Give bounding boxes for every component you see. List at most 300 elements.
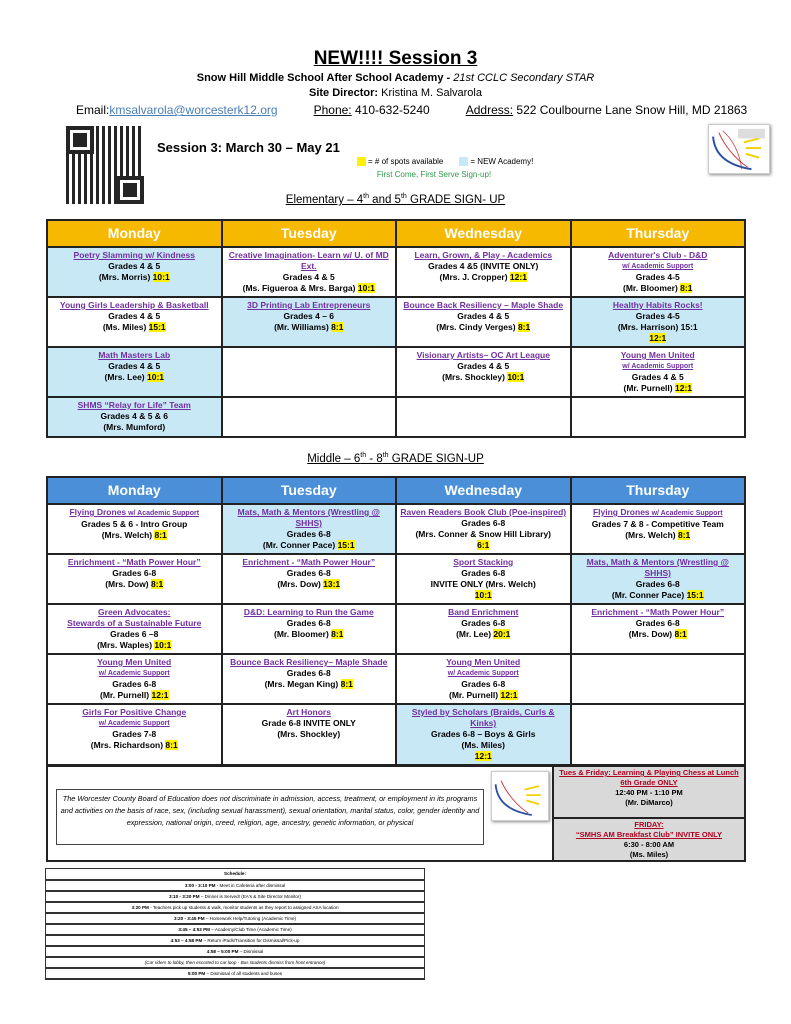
spots-badge: 6:1 (477, 540, 490, 550)
activity-name[interactable]: Adventurer's Club - D&D (608, 250, 708, 260)
activity-detail (574, 530, 743, 541)
activity-detail (225, 322, 394, 333)
detail-text: (Mr. Purnell) (100, 690, 152, 700)
detail-text: (Mrs. Cindy Verges) (436, 322, 518, 332)
schedule-item (46, 957, 425, 968)
detail-text: Grade 6-8 INVITE ONLY (261, 718, 356, 728)
program-logo (708, 124, 770, 174)
activity-name[interactable]: Flying Drones (592, 507, 650, 517)
activity-name[interactable]: D&D: Learning to Run the Game (243, 607, 374, 617)
activity-name[interactable]: Art Honors (286, 707, 331, 717)
middle-schedule-table (46, 476, 746, 766)
detail-text: Grades 4 & 5 (282, 272, 335, 282)
schedule-time: 3:20 PM (131, 904, 149, 910)
activity-detail (574, 590, 743, 601)
contact-line (76, 103, 747, 117)
spots-badge: 15:1 (148, 322, 166, 332)
activity-title[interactable] (399, 350, 568, 361)
activity-name[interactable]: Math Masters Lab (98, 350, 171, 360)
activity-cell (47, 704, 222, 765)
activity-cell (47, 654, 222, 704)
activity-cell (571, 604, 746, 654)
activity-support: w/ Academic Support (447, 670, 519, 677)
activity-title[interactable] (50, 507, 219, 519)
detail-text: (Mr. Conner Pace) (262, 540, 338, 550)
spots-badge: 12:1 (151, 690, 169, 700)
activity-detail (225, 283, 394, 294)
activity-title[interactable] (50, 607, 219, 618)
day-header-row (47, 477, 745, 504)
detail-text: (Mrs. Lee) (104, 372, 147, 382)
detail-text: Grades 4 & 5 (108, 361, 161, 371)
spots-badge: 8:1 (151, 579, 164, 589)
activity-name[interactable]: Bounce Back Resiliency – Maple Shade (403, 300, 564, 310)
page-title: NEW!!!! Session 3 (313, 48, 478, 69)
schedule-time: 5:00 PM (187, 970, 206, 976)
address-label: Address: (465, 103, 514, 117)
activity-detail (399, 568, 568, 579)
activity-support: w/ Academic Support (649, 510, 723, 517)
breakfast-sub[interactable]: “SMHS AM Breakfast Club” INVITE ONLY (575, 830, 723, 839)
activity-detail (50, 322, 219, 333)
detail-text: (Mrs. Waples) (97, 640, 155, 650)
activity-detail (574, 629, 743, 640)
activity-cell (47, 347, 222, 397)
activity-name[interactable]: Young Girls Leadership & Basketball (59, 300, 209, 310)
schedule-time: 4:53 – 4:58 PM (170, 937, 203, 943)
schedule-row (46, 880, 425, 891)
phone-label: Phone: (313, 103, 352, 117)
activity-detail (50, 372, 219, 383)
spots-badge: 20:1 (493, 629, 511, 639)
activity-detail (574, 322, 743, 333)
activity-name[interactable]: Young Men United (97, 657, 172, 667)
detail-text: (Mrs. Shockley) (277, 729, 341, 739)
spots-badge: 8:1 (677, 530, 691, 540)
activity-name[interactable]: Enrichment - “Math Power Hour” (591, 607, 725, 617)
detail-text: Grades 6-8 (461, 518, 506, 528)
activity-title[interactable] (574, 250, 743, 261)
elementary-heading: Elementary – 4th and 5th GRADE SIGN- UP (285, 193, 506, 206)
spots-line (399, 540, 568, 551)
schedule-time: Schedule: (224, 871, 246, 877)
activity-cell (396, 297, 571, 347)
breakfast-title: FRIDAY: (634, 820, 664, 829)
schedule-time: 3:20 - 3:45 PM (173, 915, 205, 921)
detail-text: (Mrs. Dow) (277, 579, 324, 589)
program-name: 21st CCLC Secondary STAR (453, 72, 595, 84)
empty-cell (222, 347, 397, 397)
activity-cell (396, 504, 571, 554)
schedule-row (46, 957, 425, 968)
activity-title[interactable] (225, 707, 394, 718)
activity-name[interactable]: Green Advocates: (98, 607, 171, 617)
activity-detail (399, 729, 568, 740)
table-row (47, 654, 745, 704)
table-row (47, 604, 745, 654)
activity-detail (50, 411, 219, 422)
activity-detail (225, 618, 394, 629)
activity-cell (222, 247, 397, 297)
activity-support: w/ Academic Support (126, 510, 200, 517)
activity-name[interactable]: SHMS “Relay for Life” Team (77, 400, 191, 410)
activity-detail (225, 718, 394, 729)
activity-name[interactable]: Young Men United (620, 350, 695, 360)
day-header: Monday (47, 220, 222, 247)
detail-text: (Mr. Purnell) (623, 383, 675, 393)
activity-name[interactable]: Visionary Artists– OC Art League (416, 350, 550, 360)
empty-cell (571, 654, 746, 704)
schedule-item (46, 924, 425, 935)
spots-badge: 8:1 (331, 629, 344, 639)
schedule-row (46, 924, 425, 935)
activity-detail (574, 519, 743, 530)
activity-cell (47, 604, 222, 654)
elementary-schedule-table (46, 219, 746, 438)
activity-detail (225, 540, 394, 551)
activity-title[interactable] (50, 707, 219, 718)
detail-text: Grades 4 & 5 (108, 311, 161, 321)
activity-detail (399, 579, 568, 590)
activity-support: w/ Academic Support (622, 363, 694, 370)
activity-name[interactable]: Raven Readers Book Club (Poe-inspired) (400, 507, 567, 517)
schedule-time: 3:00 - 3:10 PM (184, 882, 216, 888)
spots-badge: 10:1 (474, 590, 492, 600)
activity-title[interactable] (399, 557, 568, 568)
activity-name-line2[interactable]: Stewards of a Sustainable Future (67, 618, 202, 628)
day-header: Wednesday (396, 220, 571, 247)
schedule-item (46, 968, 425, 979)
activity-title[interactable] (574, 607, 743, 618)
schedule-desc: – Dismissal of all students and buses (205, 970, 283, 976)
activity-detail (50, 519, 219, 530)
activity-cell (47, 504, 222, 554)
chess-club-box (552, 767, 744, 819)
activity-name[interactable]: Girls For Positive Change (82, 707, 187, 717)
activity-title[interactable] (225, 657, 394, 668)
activity-detail (574, 618, 743, 629)
activity-detail (50, 272, 219, 283)
activity-name[interactable]: Enrichment - “Math Power Hour” (242, 557, 376, 567)
program-logo-small (491, 771, 549, 821)
activity-title[interactable] (574, 350, 743, 361)
activity-title[interactable] (399, 707, 568, 729)
spots-badge: 8:1 (680, 283, 693, 293)
activity-name[interactable]: Mats, Math & Mentors (Wrestling @ SHHS) (586, 557, 729, 578)
detail-text: Grades 6-8 (461, 679, 506, 689)
activity-title[interactable] (574, 557, 743, 579)
activity-cell (396, 704, 571, 765)
director-line (0, 87, 791, 99)
detail-text: Grades 6-8 (286, 668, 331, 678)
school-line (0, 72, 791, 84)
activity-title[interactable] (50, 250, 219, 261)
schedule-time: 4:58 – 5:00 PM (206, 948, 239, 954)
activity-support: w/ Academic Support (98, 720, 170, 727)
spots-badge: 8:1 (517, 322, 531, 332)
activity-name[interactable]: Healthy Habits Rocks! (612, 300, 703, 310)
activity-detail (574, 272, 743, 283)
activity-cell (571, 297, 746, 347)
activity-title[interactable] (50, 657, 219, 668)
detail-text: (Mr. Purnell) (449, 690, 501, 700)
activity-title[interactable] (399, 607, 568, 618)
director-name: Kristina M. Salvarola (378, 87, 482, 99)
activity-detail (399, 679, 568, 690)
activity-cell (222, 554, 397, 604)
schedule-desc: - Meet in Cafeteria after dismissal (215, 882, 286, 888)
breakfast-teacher: (Ms. Miles) (629, 850, 669, 859)
spots-badge: 10:1 (147, 372, 165, 382)
activity-detail (225, 529, 394, 540)
activity-detail (50, 361, 219, 372)
schedule-desc: – Academy/Club Time (Academic Time) (209, 926, 292, 932)
activity-detail (399, 272, 568, 283)
spots-badge: 8:1 (674, 629, 687, 639)
activity-name[interactable]: Poetry Slamming w/ Kindness (73, 250, 195, 260)
schedule-desc: – Return iPads/Transition for Dismissal/Pick-up (202, 937, 300, 943)
activity-detail (399, 261, 568, 272)
spots-line (574, 333, 743, 344)
detail-text: INVITE ONLY (Mrs. Welch) (430, 579, 536, 589)
day-header: Monday (47, 477, 222, 504)
detail-text: (Mrs. Megan King) (264, 679, 341, 689)
empty-cell (222, 397, 397, 437)
day-header: Thursday (571, 477, 746, 504)
activity-name[interactable]: Learn, Grown, & Play - Academics (414, 250, 553, 260)
table-row (47, 347, 745, 397)
detail-text: (Ms. Miles) (461, 740, 505, 750)
detail-text: Grades 4 &5 (INVITE ONLY) (428, 261, 539, 271)
detail-text: Grades 6 –8 (110, 629, 159, 639)
spots-badge: 8:1 (154, 530, 167, 540)
activity-detail (399, 740, 568, 751)
detail-text: (Mrs. Conner & Snow Hill Library) (415, 529, 552, 539)
activity-cell (571, 554, 746, 604)
activity-title[interactable] (50, 300, 219, 311)
activity-detail (399, 629, 568, 640)
address-value: 522 Coulbourne Lane Snow Hill, MD 21863 (513, 103, 748, 117)
detail-text: Grades 5 & 6 - Intro Group (81, 519, 188, 529)
activity-detail (50, 311, 219, 322)
spots-line (399, 590, 568, 601)
detail-text: Grades 6-8 (461, 618, 506, 628)
activity-title[interactable] (399, 300, 568, 311)
spots-badge: 8:1 (165, 740, 178, 750)
spots-badge: 8:1 (340, 679, 353, 689)
activity-detail (399, 618, 568, 629)
activity-detail (50, 679, 219, 690)
detail-text: Grades 4 & 5 & 6 (100, 411, 169, 421)
schedule-item (46, 946, 425, 957)
activity-title[interactable] (50, 350, 219, 361)
table-row (47, 704, 745, 765)
activity-detail (50, 422, 219, 433)
detail-text: Grades 6-8 (112, 679, 157, 689)
schedule-desc: – Homework Help/Tutoring (Academic Time) (204, 915, 297, 921)
activity-detail (50, 261, 219, 272)
yellow-swatch (357, 157, 366, 166)
breakfast-club-box (552, 819, 744, 860)
schedule-time: 3:45 – 4:53 PM (178, 926, 210, 932)
legend (357, 157, 533, 166)
detail-text: (Mr. Conner Pace) (611, 590, 687, 600)
detail-text: (Mrs. Harrison) 15:1 (617, 322, 698, 332)
detail-text: (Mrs. J. Cropper) (439, 272, 510, 282)
schedule-item (46, 869, 425, 880)
activity-cell (222, 604, 397, 654)
table-row (47, 554, 745, 604)
day-header: Wednesday (396, 477, 571, 504)
schedule-row (46, 913, 425, 924)
detail-text: Grades 4-5 (635, 272, 680, 282)
table-row (47, 297, 745, 347)
schedule-row (46, 891, 425, 902)
detail-text: Grades 6-8 (635, 618, 680, 628)
detail-text: Grades 6-8 (286, 529, 331, 539)
empty-cell (571, 397, 746, 437)
activity-detail (574, 372, 743, 383)
activity-name[interactable]: Styled by Scholars (Braids, Curls & Kinks) (411, 707, 555, 728)
detail-text: (Mr. Williams) (274, 322, 332, 332)
activity-cell (47, 297, 222, 347)
schedule-desc: (Car riders to lobby, then escorted to car loop - Bus students dismiss from front entrance) (144, 959, 326, 965)
activity-title[interactable] (225, 607, 394, 618)
activity-detail (225, 679, 394, 690)
table-row (47, 247, 745, 297)
activity-cell (222, 704, 397, 765)
blue-swatch (459, 157, 468, 166)
day-header: Tuesday (222, 220, 397, 247)
chess-time: 12:40 PM - 1:10 PM (615, 788, 683, 797)
phone-value: 410-632-5240 (351, 103, 430, 117)
detail-text: (Mrs. Welch) (101, 530, 155, 540)
activity-title[interactable] (225, 557, 394, 568)
spots-badge: 15:1 (686, 590, 704, 600)
detail-text: Grades 7 & 8 - Competitive Team (591, 519, 724, 529)
spots-line (399, 751, 568, 762)
detail-text: (Mrs. Mumford) (103, 422, 166, 432)
schedule-desc: – Dinner is Served! (EA's & Site Director Monitor) (199, 893, 302, 899)
activity-cell (222, 504, 397, 554)
activity-detail (399, 690, 568, 701)
spots-badge: 10:1 (357, 283, 375, 293)
schedule-desc: – Dismissal (238, 948, 264, 954)
schedule-row (46, 935, 425, 946)
detail-text: Grades 4 & 5 (457, 361, 510, 371)
spots-badge: 12:1 (474, 751, 492, 761)
detail-text: Grades 4 – 6 (283, 311, 335, 321)
activity-detail (50, 740, 219, 751)
detail-text: Grades 7-8 (112, 729, 157, 739)
activity-detail (399, 529, 568, 540)
activity-detail (574, 311, 743, 322)
detail-text: Grades 6-8 (286, 568, 331, 578)
activity-cell (47, 397, 222, 437)
activity-detail (399, 361, 568, 372)
activity-detail (399, 372, 568, 383)
activity-detail (225, 579, 394, 590)
footer-box (46, 765, 746, 862)
day-header: Tuesday (222, 477, 397, 504)
activity-cell (396, 247, 571, 297)
legend-yellow: = # of spots available (368, 157, 444, 166)
activity-title[interactable] (399, 250, 568, 261)
middle-heading: Middle – 6th - 8th GRADE SIGN-UP (307, 452, 484, 465)
schedule-item (46, 880, 425, 891)
detail-text: Grades 6-8 (635, 579, 680, 589)
spots-badge: 12:1 (509, 272, 527, 282)
activity-title[interactable] (399, 507, 568, 518)
activity-title[interactable] (225, 300, 394, 311)
activity-name[interactable]: Young Men United (446, 657, 521, 667)
activity-name[interactable]: Enrichment - “Math Power Hour” (67, 557, 201, 567)
activity-title[interactable] (399, 657, 568, 668)
daily-schedule-table (45, 868, 425, 980)
activity-detail (225, 568, 394, 579)
activity-title[interactable] (574, 507, 743, 519)
activity-title[interactable] (225, 507, 394, 529)
activity-cell (571, 504, 746, 554)
activity-support: w/ Academic Support (622, 263, 694, 270)
activity-name[interactable]: Sport Stacking (453, 557, 514, 567)
spots-badge: 10:1 (154, 640, 172, 650)
activity-detail (225, 311, 394, 322)
activity-title[interactable] (50, 557, 219, 568)
schedule-item (46, 935, 425, 946)
activity-name[interactable]: Creative Imagination- Learn w/ U. of MD Ext. (228, 250, 389, 271)
detail-text: (Mrs. Welch) (625, 530, 678, 540)
activity-name[interactable]: Flying Drones (69, 507, 127, 517)
activity-name[interactable]: Band Enrichment (448, 607, 519, 617)
spots-badge: 10:1 (152, 272, 170, 282)
activity-detail (399, 518, 568, 529)
activity-title[interactable] (225, 250, 394, 272)
activity-detail (574, 383, 743, 394)
schedule-row (46, 968, 425, 979)
activity-title[interactable] (50, 400, 219, 411)
spots-badge: 12:1 (500, 690, 518, 700)
activity-name[interactable]: Bounce Back Resiliency– Maple Shade (230, 657, 388, 667)
detail-text: Grades 4 & 5 (631, 372, 684, 382)
detail-text: (Ms. Figueroa & Mrs. Barga) (242, 283, 358, 293)
schedule-item (46, 891, 425, 902)
activity-name[interactable]: 3D Printing Lab Entrepreneurs (247, 300, 371, 310)
activity-cell (396, 347, 571, 397)
activity-support: w/ Academic Support (98, 670, 170, 677)
activity-cell (47, 554, 222, 604)
activity-detail (50, 729, 219, 740)
detail-text: Grades 6-8 (286, 618, 331, 628)
chess-title[interactable]: Tues & Friday: Learning & Playing Chess at Lunch (559, 768, 739, 777)
school-name: Snow Hill Middle School After School Academy - (196, 72, 454, 84)
schedule-item (46, 902, 425, 913)
activity-detail (225, 729, 394, 740)
detail-text: Grades 4 & 5 (108, 261, 161, 271)
detail-text: (Mrs. Shockley) (442, 372, 508, 382)
detail-text: (Ms. Miles) (102, 322, 149, 332)
day-header-row (47, 220, 745, 247)
activity-detail (50, 690, 219, 701)
table-row (47, 504, 745, 554)
email-link[interactable]: kmsalvarola@worcesterk12.org (109, 103, 278, 117)
activity-title[interactable] (574, 300, 743, 311)
breakfast-time: 6:30 - 8:00 AM (623, 840, 675, 849)
director-label: Site Director: (308, 87, 379, 99)
activity-cell (571, 347, 746, 397)
activity-name[interactable]: Mats, Math & Mentors (Wrestling @ SHHS) (237, 507, 380, 528)
schedule-row (46, 902, 425, 913)
